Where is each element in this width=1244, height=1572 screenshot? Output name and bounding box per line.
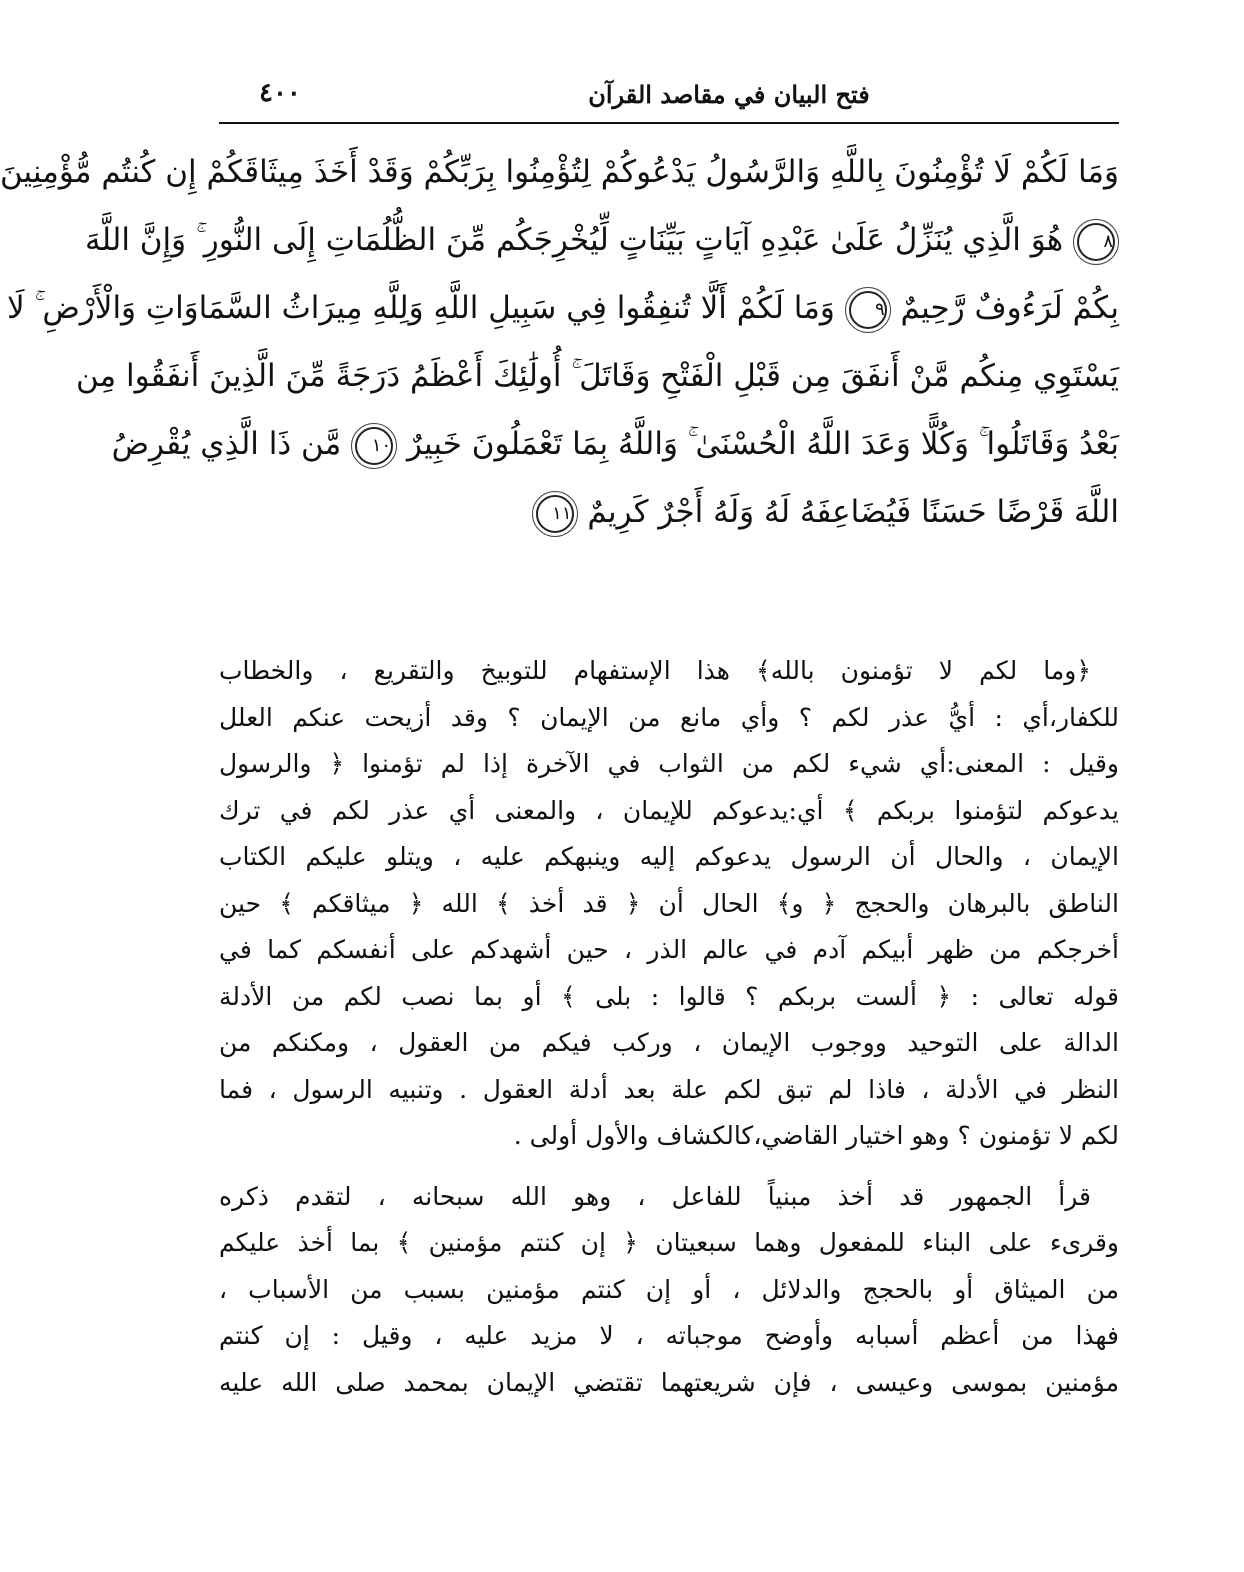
text-line: للكفار،أي : أيُّ عذر لكم ؟ وأي مانع من الإيمان ؟ وقد أزيحت عنكم العلل xyxy=(219,702,1119,732)
ayah-number-mark: ١١ xyxy=(536,495,574,533)
verse-line xyxy=(219,478,1119,546)
commentary-paragraph xyxy=(219,1174,1119,1407)
text-line: وقيل : المعنى:أي شيء لكم من الثواب في الآخرة إذا لم تؤمنوا ﴿ والرسول xyxy=(219,749,1119,778)
text-line: قرأ الجمهور قد أخذ مبنياً للفاعل ، وهو الله سبحانه ، لتقدم ذكره xyxy=(219,1181,1091,1211)
quran-verses xyxy=(0,138,1119,546)
header-rule xyxy=(219,122,1119,124)
verse-text: هُوَ الَّذِي يُنَزِّلُ عَلَىٰ عَبْدِهِ آيَاتٍ بَيِّنَاتٍ لِّيُخْرِجَكُم مِّنَ الظُّلُمَاتِ إِلَى النُّورِ ۚ وَإِنَّ اللَّهَ xyxy=(85,222,1064,258)
page-header xyxy=(219,78,1119,124)
verse-line xyxy=(0,138,1119,206)
text-line: أخرجكم من ظهر أبيكم آدم في عالم الذر ، حين أشهدكم على أنفسكم كما في xyxy=(219,935,1119,964)
verse-text: يَسْتَوِي مِنكُم مَّنْ أَنفَقَ مِن قَبْلِ الْفَتْحِ وَقَاتَلَ ۚ أُولَٰئِكَ أَعْظَمُ دَرَجَةً مِّنَ الَّذِينَ أَنفَقُوا مِن xyxy=(75,358,1119,394)
verse-text: بَعْدُ وَقَاتَلُوا ۚ وَكُلًّا وَعَدَ اللَّهُ الْحُسْنَىٰ ۚ وَاللَّهُ بِمَا تَعْمَلُونَ خَبِيرٌ xyxy=(406,426,1119,462)
ayah-number-mark: ٩ xyxy=(849,291,887,329)
commentary-paragraph xyxy=(219,648,1119,1160)
text-line: النظر في الأدلة ، فاذا لم تبق لكم علة بعد أدلة العقول . وتنبيه الرسول ، فما xyxy=(219,1074,1119,1104)
text-line: الدالة على التوحيد ووجوب الإيمان ، وركب فيكم من العقول ، ومكنكم من xyxy=(219,1028,1119,1057)
text-line: ﴿وما لكم لا تؤمنون بالله﴾ هذا الإستفهام للتوبيخ والتقريع ، والخطاب xyxy=(219,656,1091,685)
text-line: مؤمنين بموسى وعيسى ، فإن شريعتهما تقتضي الإيمان بمحمد صلى الله عليه xyxy=(219,1367,1119,1397)
verse-line xyxy=(85,206,1119,274)
verse-line xyxy=(7,274,1119,342)
verse-text: اللَّهَ قَرْضًا حَسَنًا فَيُضَاعِفَهُ لَهُ وَلَهُ أَجْرٌ كَرِيمٌ xyxy=(587,494,1119,530)
text-line: الإيمان ، والحال أن الرسول يدعوكم إليه وينبهكم عليه ، ويتلو عليكم الكتاب xyxy=(219,842,1119,871)
text-line: من الميثاق أو بالحجج والدلائل ، أو إن كنتم مؤمنين بسبب من الأسباب ، xyxy=(219,1274,1120,1304)
text-line: يدعوكم لتؤمنوا بربكم ﴾ أي:يدعوكم للإيمان ، والمعنى أي عذر لكم في ترك xyxy=(219,795,1119,825)
text-line: لكم لا تؤمنون ؟ وهو اختيار القاضي،كالكشاف والأول أولى . xyxy=(513,1121,1119,1150)
verse-line xyxy=(111,410,1119,478)
verse-text: بِكُمْ لَرَءُوفٌ رَّحِيمٌ xyxy=(900,290,1119,326)
text-line: فهذا من أعظم أسبابه وأوضح موجباته ، لا مزيد عليه ، وقيل : إن كنتم xyxy=(219,1321,1119,1350)
commentary-text xyxy=(219,648,1119,1406)
verse-text: وَمَا لَكُمْ لَا تُؤْمِنُونَ بِاللَّهِ وَالرَّسُولُ يَدْعُوكُمْ لِتُؤْمِنُوا بِرَبِّكُمْ وَقَدْ أَخَذَ مِيثَاقَكُمْ إِن كُنتُم مُّؤْمِنِينَ xyxy=(0,154,1119,190)
verse-line xyxy=(75,342,1119,410)
verse-text: وَمَا لَكُمْ أَلَّا تُنفِقُوا فِي سَبِيلِ اللَّهِ وَلِلَّهِ مِيرَاثُ السَّمَاوَاتِ وَالْأَرْضِ ۚ لَا xyxy=(7,290,835,326)
text-line: وقرىء على البناء للمفعول وهما سبعيتان ﴿ إن كنتم مؤمنين ﴾ بما أخذ عليكم xyxy=(219,1228,1119,1257)
running-title: فتح البيان في مقاصد القرآن xyxy=(588,80,870,109)
text-line: الناطق بالبرهان والحجج ﴿ و﴾ الحال أن ﴿ قد أخذ ﴾ الله ﴿ ميثاقكم ﴾ حين xyxy=(219,888,1119,918)
verse-text: مَّن ذَا الَّذِي يُقْرِضُ xyxy=(111,426,342,462)
ayah-number-mark: ١٠ xyxy=(355,427,393,465)
ayah-number-mark: ٨ xyxy=(1077,223,1115,261)
page-number: ٤٠٠ xyxy=(259,78,301,108)
text-line: قوله تعالى : ﴿ ألست بربكم ؟ قالوا : بلى ﴾ أو بما نصب لكم من الأدلة xyxy=(219,981,1119,1011)
